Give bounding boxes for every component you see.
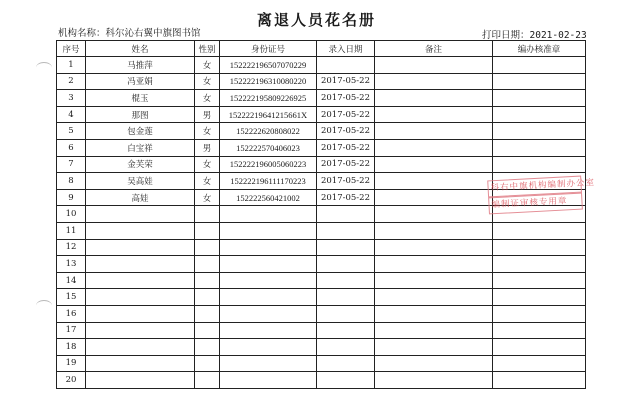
- cell-entry-date: [317, 339, 375, 356]
- cell-approval-seal: [493, 222, 586, 239]
- cell-entry-date: [317, 355, 375, 372]
- cell-name: 金芙荣: [86, 156, 195, 173]
- cell-name: [86, 272, 195, 289]
- cell-approval-seal: [493, 73, 586, 90]
- punch-mark: [36, 62, 52, 73]
- cell-name: [86, 256, 195, 273]
- cell-name: 那图: [86, 106, 195, 123]
- cell-name: 白宝祥: [86, 139, 195, 156]
- cell-remarks: [375, 206, 493, 223]
- cell-gender: [195, 289, 220, 306]
- cell-name: [86, 322, 195, 339]
- cell-id-number: [220, 339, 317, 356]
- cell-entry-date: [317, 272, 375, 289]
- cell-number: 17: [57, 322, 86, 339]
- cell-approval-seal: [493, 139, 586, 156]
- roster-body: [57, 57, 586, 389]
- cell-number: 20: [57, 372, 86, 389]
- cell-approval-seal: [493, 156, 586, 173]
- cell-remarks: [375, 173, 493, 190]
- cell-remarks: [375, 189, 493, 206]
- cell-name: [86, 339, 195, 356]
- cell-entry-date: [317, 256, 375, 273]
- cell-gender: [195, 222, 220, 239]
- cell-approval-seal: [493, 372, 586, 389]
- print-date-label: 打印日期：: [482, 30, 530, 41]
- cell-id-number: 152222620808022: [220, 123, 317, 140]
- table-row: [57, 73, 586, 90]
- cell-gender: [195, 322, 220, 339]
- cell-gender: [195, 355, 220, 372]
- cell-entry-date: 2017-05-22: [317, 90, 375, 107]
- table-row: [57, 106, 586, 123]
- cell-number: 4: [57, 106, 86, 123]
- table-row: [57, 372, 586, 389]
- cell-number: 10: [57, 206, 86, 223]
- table-row: [57, 90, 586, 107]
- cell-id-number: [220, 206, 317, 223]
- table-row: [57, 289, 586, 306]
- cell-remarks: [375, 123, 493, 140]
- cell-number: 12: [57, 239, 86, 256]
- cell-remarks: [375, 272, 493, 289]
- cell-remarks: [375, 73, 493, 90]
- cell-gender: 男: [195, 139, 220, 156]
- cell-name: [86, 206, 195, 223]
- table-row: [57, 139, 586, 156]
- col-header-gender: 性别: [195, 41, 220, 57]
- cell-remarks: [375, 256, 493, 273]
- cell-remarks: [375, 305, 493, 322]
- cell-number: 1: [57, 57, 86, 74]
- cell-remarks: [375, 355, 493, 372]
- table-row: [57, 355, 586, 372]
- cell-gender: [195, 305, 220, 322]
- cell-entry-date: [317, 239, 375, 256]
- cell-id-number: [220, 222, 317, 239]
- cell-gender: 女: [195, 156, 220, 173]
- cell-id-number: [220, 372, 317, 389]
- table-row: [57, 156, 586, 173]
- cell-name: [86, 239, 195, 256]
- cell-approval-seal: [493, 90, 586, 107]
- cell-entry-date: [317, 372, 375, 389]
- cell-id-number: [220, 322, 317, 339]
- cell-id-number: [220, 239, 317, 256]
- cell-entry-date: [317, 289, 375, 306]
- cell-number: 19: [57, 355, 86, 372]
- cell-number: 2: [57, 73, 86, 90]
- cell-number: 14: [57, 272, 86, 289]
- cell-id-number: 152222196111170223: [220, 173, 317, 190]
- cell-id-number: [220, 289, 317, 306]
- cell-number: 8: [57, 173, 86, 190]
- organization-line: [58, 25, 201, 39]
- table-row: [57, 256, 586, 273]
- cell-entry-date: [317, 206, 375, 223]
- cell-approval-seal: [493, 339, 586, 356]
- cell-number: 16: [57, 305, 86, 322]
- cell-remarks: [375, 372, 493, 389]
- cell-id-number: [220, 272, 317, 289]
- cell-gender: [195, 239, 220, 256]
- cell-number: 13: [57, 256, 86, 273]
- cell-name: [86, 372, 195, 389]
- cell-gender: 女: [195, 189, 220, 206]
- table-row: [57, 123, 586, 140]
- cell-approval-seal: [493, 239, 586, 256]
- cell-entry-date: [317, 57, 375, 74]
- stamp-line-1: 科右中旗机构编制办公室: [487, 176, 582, 198]
- cell-id-number: 152222560421002: [220, 189, 317, 206]
- cell-id-number: 152222195809226925: [220, 90, 317, 107]
- cell-id-number: 152222196005060223: [220, 156, 317, 173]
- org-label: 机构名称：: [58, 28, 106, 39]
- cell-id-number: [220, 305, 317, 322]
- print-date-value: 2021-02-23: [529, 30, 587, 41]
- cell-approval-seal: [493, 57, 586, 74]
- cell-remarks: [375, 156, 493, 173]
- document-title: 离退人员花名册: [256, 11, 376, 29]
- cell-approval-seal: [493, 289, 586, 306]
- header-row: [57, 41, 586, 57]
- cell-remarks: [375, 289, 493, 306]
- table-row: [57, 305, 586, 322]
- cell-name: 高娃: [86, 189, 195, 206]
- cell-remarks: [375, 239, 493, 256]
- cell-id-number: [220, 256, 317, 273]
- cell-gender: 女: [195, 73, 220, 90]
- cell-entry-date: [317, 305, 375, 322]
- cell-number: 7: [57, 156, 86, 173]
- cell-number: 11: [57, 222, 86, 239]
- table-row: [57, 222, 586, 239]
- cell-approval-seal: [493, 355, 586, 372]
- cell-approval-seal: [493, 256, 586, 273]
- cell-entry-date: 2017-05-22: [317, 156, 375, 173]
- table-row: [57, 57, 586, 74]
- cell-name: [86, 222, 195, 239]
- cell-gender: 女: [195, 173, 220, 190]
- cell-remarks: [375, 222, 493, 239]
- cell-number: 3: [57, 90, 86, 107]
- col-header-approval-seal: 编办核准章: [493, 41, 586, 57]
- cell-entry-date: 2017-05-22: [317, 73, 375, 90]
- cell-number: 9: [57, 189, 86, 206]
- cell-entry-date: 2017-05-22: [317, 123, 375, 140]
- col-header-id-number: 身份证号: [220, 41, 317, 57]
- col-header-number: 序号: [57, 41, 86, 57]
- cell-id-number: 152222196507070229: [220, 57, 317, 74]
- cell-gender: [195, 339, 220, 356]
- org-name: 科尔沁右翼中旗图书馆: [105, 28, 201, 39]
- cell-name: 包金莲: [86, 123, 195, 140]
- cell-entry-date: 2017-05-22: [317, 189, 375, 206]
- cell-remarks: [375, 57, 493, 74]
- cell-approval-seal: [493, 106, 586, 123]
- cell-approval-seal: [493, 322, 586, 339]
- cell-name: [86, 289, 195, 306]
- cell-number: 6: [57, 139, 86, 156]
- cell-remarks: [375, 339, 493, 356]
- cell-name: [86, 355, 195, 372]
- print-date-line: [482, 27, 587, 41]
- roster-table: [56, 40, 586, 389]
- cell-name: 吴高娃: [86, 173, 195, 190]
- cell-name: 棍玉: [86, 90, 195, 107]
- cell-gender: [195, 256, 220, 273]
- cell-entry-date: [317, 322, 375, 339]
- table-row: [57, 272, 586, 289]
- cell-number: 18: [57, 339, 86, 356]
- cell-entry-date: 2017-05-22: [317, 173, 375, 190]
- table-row: [57, 239, 586, 256]
- cell-name: [86, 305, 195, 322]
- cell-id-number: 152222196310080220: [220, 73, 317, 90]
- table-row: [57, 339, 586, 356]
- cell-gender: [195, 206, 220, 223]
- cell-gender: 男: [195, 106, 220, 123]
- punch-mark: [36, 300, 52, 311]
- approval-seal-stamp: [487, 176, 596, 213]
- cell-gender: 女: [195, 123, 220, 140]
- col-header-remarks: 备注: [375, 41, 493, 57]
- cell-approval-seal: [493, 305, 586, 322]
- stamp-line-2: 编制证审核专用章: [488, 193, 583, 215]
- cell-gender: 女: [195, 57, 220, 74]
- cell-remarks: [375, 90, 493, 107]
- cell-remarks: [375, 139, 493, 156]
- cell-number: 15: [57, 289, 86, 306]
- cell-name: 冯亚娟: [86, 73, 195, 90]
- cell-approval-seal: [493, 123, 586, 140]
- col-header-name: 姓名: [86, 41, 195, 57]
- cell-entry-date: 2017-05-22: [317, 139, 375, 156]
- cell-gender: 女: [195, 90, 220, 107]
- cell-gender: [195, 372, 220, 389]
- cell-name: 马推萍: [86, 57, 195, 74]
- cell-gender: [195, 272, 220, 289]
- cell-number: 5: [57, 123, 86, 140]
- cell-remarks: [375, 106, 493, 123]
- cell-approval-seal: [493, 272, 586, 289]
- cell-remarks: [375, 322, 493, 339]
- cell-id-number: [220, 355, 317, 372]
- cell-id-number: 15222219641215661X: [220, 106, 317, 123]
- cell-entry-date: [317, 222, 375, 239]
- cell-entry-date: 2017-05-22: [317, 106, 375, 123]
- cell-id-number: 152222570406023: [220, 139, 317, 156]
- col-header-entry-date: 录入日期: [317, 41, 375, 57]
- table-row: [57, 322, 586, 339]
